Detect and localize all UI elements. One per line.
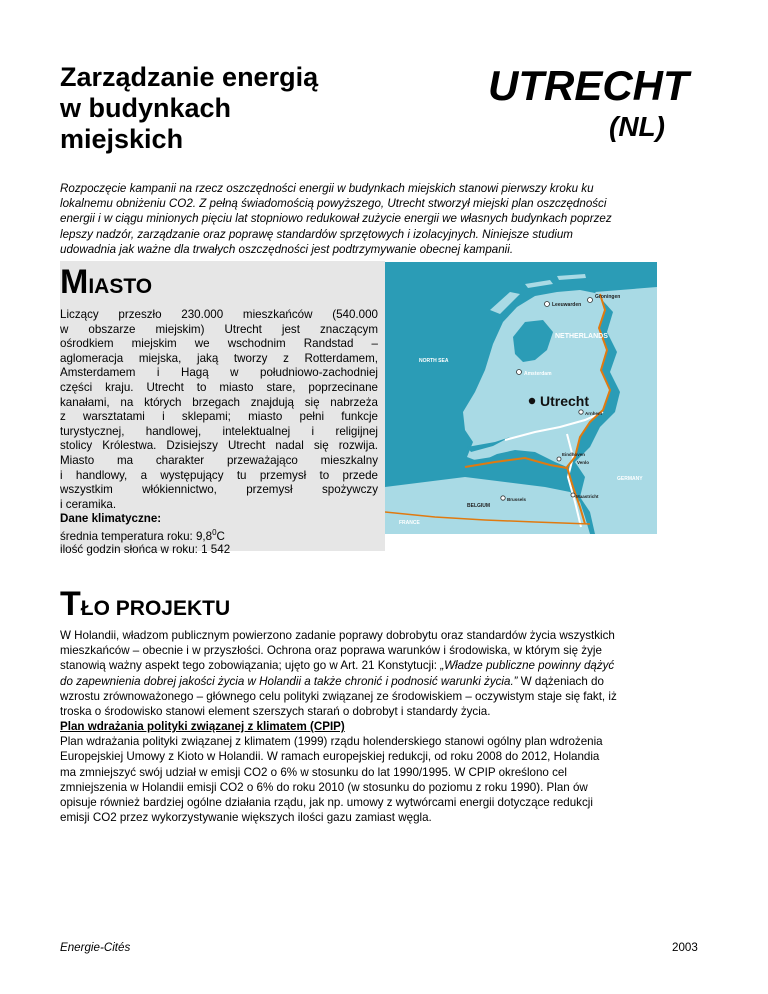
- cpip-line: emisji CO2 przez wykorzystywanie większych ilości gazu zamiast węgla.: [60, 811, 432, 825]
- map-label-belgium: BELGIUM: [467, 503, 491, 509]
- map-city-marker: [545, 302, 550, 307]
- city-line: i ceramika.: [60, 497, 117, 511]
- document-title: [60, 62, 420, 155]
- intro-line: Rozpoczęcie kampanii na rzecz oszczędności energii w budynkach miejskich stanowi pierwszy kroku ku: [60, 182, 594, 195]
- map-city-marker-utrecht: [529, 398, 535, 404]
- map-city-marker: [579, 410, 583, 414]
- city-line: Amsterdamem i Hagą w południowo-zachodniej: [60, 366, 378, 380]
- cpip-section: [60, 719, 708, 825]
- city-line: wszystkim włókiennictwo, przemysł spożywczy: [60, 483, 378, 497]
- intro-paragraph: [60, 181, 708, 257]
- map-label-leeuwarden: Leeuwarden: [552, 302, 582, 308]
- climate-title: Dane klimatyczne:: [60, 512, 162, 525]
- map-city-marker: [517, 370, 522, 375]
- netherlands-map: [385, 262, 657, 534]
- intro-line: lepszy nadzór, zarządzanie oraz poprawę standardów sprzętowych i izolacyjnych. Niniejsze studium: [60, 227, 573, 241]
- map-label-arnhem: Arnhem: [585, 411, 603, 416]
- section-heading-miasto: [60, 262, 152, 309]
- title-line-1: Zarządzanie energią: [60, 62, 319, 92]
- map-label-utrecht: Utrecht: [540, 393, 590, 409]
- map-label-north-sea: NORTH SEA: [419, 358, 449, 364]
- intro-line: udowadnia jak ważne dla trwałych oszczędności jest podtrzymywanie obecnej kampanii.: [60, 242, 514, 256]
- city-line: stolicy Królestwa. Dzisiejszy Utrecht nadal się rozwija.: [60, 439, 378, 453]
- city-line: z warsztatami i sklepami; miasto pełni funkcje: [60, 410, 378, 424]
- city-line: i handlowy, a występujący tu przemysł to przede: [60, 468, 378, 482]
- heading-rest: ŁO PROJEKTU: [80, 597, 231, 620]
- map-label-brussels: Brussels: [507, 497, 527, 502]
- map-label-germany: GERMANY: [617, 476, 643, 482]
- heading-initial: T: [60, 585, 81, 623]
- map-city-marker: [588, 298, 593, 303]
- map-label-netherlands: NETHERLANDS: [555, 333, 608, 340]
- city-description: [60, 308, 378, 512]
- map-label-amsterdam: Amsterdam: [524, 371, 552, 377]
- intro-line: energii i w ciągu minionych pięciu lat stopniowo redukował zużycie energii we własnych budynkach poprzez: [60, 212, 612, 226]
- paragraph-line: stanowią ważny aspekt tego zobowiązania; ujęto go w Art. 21 Konstytucji: „Władze publiczne powinny dążyć: [60, 659, 615, 673]
- paragraph-line: do zapewnienia dobrej jakości życia w Holandii a także chronić i podnosić warunki życia.” W dążeniach do: [60, 674, 604, 688]
- city-line: kanałami, na których brzegach znajdują się nabrzeża: [60, 395, 378, 409]
- heading-rest: IASTO: [88, 275, 153, 298]
- map-label-france: FRANCE: [399, 520, 420, 526]
- section-heading-tlo-projektu: [60, 584, 230, 631]
- city-line: Liczący przeszło 230.000 mieszkańców (540.000: [60, 308, 378, 321]
- footer-year: 2003: [672, 941, 698, 954]
- heading-initial: M: [60, 263, 89, 301]
- map-label-venlo: Venlo: [577, 460, 590, 465]
- cpip-line: opisuje również bardziej ogólne działania rządu, jak np. umowy z wytwórcami energii dotyczące redukcji: [60, 796, 593, 810]
- intro-line: lokalnemu obniżeniu CO2. Z pełną świadomością powyższego, Utrecht stworzył miejski plan oszczędności: [60, 197, 607, 211]
- city-line: turystycznej, handlowej, intelektualnej i religijnej: [60, 424, 378, 438]
- city-line: Miasto ma charakter przeważająco mieszkalny: [60, 453, 378, 467]
- cpip-line: Europejskiej Umowy z Kioto w Holandii. W ramach europejskiej redukcji, od roku 2008 do 2012, Holandia: [60, 750, 600, 764]
- city-name: UTRECHT: [488, 62, 689, 109]
- paragraph-line: troska o środowisko stanowi element szerszych starań o dobrobyt i standardy życia.: [60, 705, 491, 719]
- climate-temperature: średnia temperatura roku: $9,8^0C$: [60, 527, 225, 543]
- country-code: (NL): [609, 111, 665, 142]
- project-background-paragraph: [60, 628, 708, 719]
- map-label-eindhoven: Eindhoven: [562, 452, 586, 457]
- city-line: aglomeracja miejska, jaką tworzy z Rotterdamem,: [60, 351, 378, 365]
- cpip-line: Plan wdrażania polityki związanej z klimatem (1999) rządu holenderskiego stanowi ogólny plan wdrożenia: [60, 735, 603, 749]
- footer-publisher: Energie-Cités: [60, 941, 131, 954]
- city-line: części kraju. Utrecht to miasto stare, poprzecinane: [60, 380, 378, 394]
- map-city-marker: [571, 493, 575, 497]
- map-label-maastricht: Maastricht: [576, 494, 599, 499]
- paragraph-line: mieszkańców – obecnie i w przyszłości. Ochrona oraz poprawa warunków i środowiska, w którym się żyje: [60, 644, 602, 658]
- cpip-line: ma zmniejszyć swój udział w emisji CO2 o 6% w stosunku do lat 1990/1995. W CPIP określono cel: [60, 765, 567, 779]
- paragraph-line: W Holandii, władzom publicznym powierzono zadanie poprawy dobrobytu oraz standardów życia wszystkich: [60, 629, 615, 642]
- map-label-groningen: Groningen: [595, 294, 621, 300]
- climate-data: [60, 512, 378, 557]
- city-line: ośrodkiem miejskim we wschodnim Randstad –: [60, 337, 378, 351]
- city-line: w obszarze miejskim) Utrecht jest znaczącym: [60, 322, 378, 336]
- paragraph-line: wzrostu zrównoważonego – głównego celu polityki związanej ze środowiskiem – oczywistym staje się fakt, iż: [60, 689, 617, 703]
- climate-sunshine: ilość godzin słońca w roku: 1 542: [60, 543, 231, 557]
- cpip-line: zmniejszenia w Holandii emisji CO2 o 6% do roku 2010 (w stosunku do poziomu z roku 1990). Plan ów: [60, 780, 588, 794]
- map-city-marker: [501, 496, 505, 500]
- map-city-marker: [557, 457, 561, 461]
- title-line-2: w budynkach: [60, 93, 232, 123]
- cpip-heading: Plan wdrażania polityki związanej z klimatem (CPIP): [60, 720, 345, 733]
- title-line-3: miejskich: [60, 124, 184, 154]
